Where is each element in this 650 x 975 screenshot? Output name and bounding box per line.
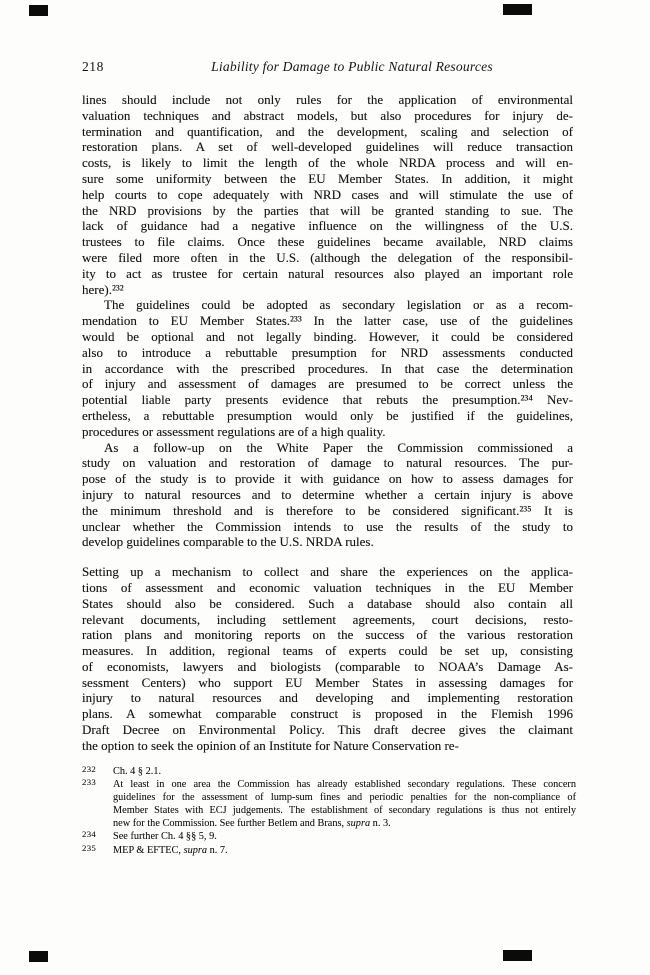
footnote-line: [113, 778, 576, 791]
footnote-line: [113, 817, 576, 830]
footnote-line: [113, 830, 576, 843]
text-line: termination and quantification, and the development, scaling and selection of: [82, 123, 573, 139]
text-line: sure some uniformity between the EU Member States. In addition, it might: [82, 170, 573, 186]
text-line: would be optional and not legally binding. However, it could be considered: [82, 328, 573, 344]
text-line: relevant documents, including settlement agreements, court decisions, resto-: [82, 611, 573, 627]
text-line: tions of assessment and economic valuation techniques in the EU Member: [82, 579, 573, 595]
footnote-line: [113, 765, 576, 778]
text-line: ity to act as trustee for certain natural resources also played an important role: [82, 265, 573, 281]
text-line: the minimum threshold and is therefore to be considered significant.²³⁵ It is: [82, 502, 573, 518]
text-line: also to introduce a rebuttable presumption for NRD assessments conducted: [82, 344, 573, 360]
body-text: [82, 92, 573, 754]
footnotes-section: [82, 765, 576, 857]
text-line: Draft Decree on Environmental Policy. This draft decree gives the claimant: [82, 722, 573, 738]
footnote-text: new for the Commission. See further Betlem and Brans,: [113, 818, 347, 830]
footnote-text: Ch. 4 § 2.1.: [113, 766, 162, 777]
footnote: [82, 765, 576, 778]
footnote: [82, 844, 576, 857]
text-line: measures. In addition, regional teams of experts could be set up, consisting: [82, 643, 573, 659]
text-line: help courts to cope adequately with NRD cases and will stimulate the use of: [82, 186, 573, 202]
text-line: were filed more often in the U.S. (although the delegation of the responsibil-: [82, 249, 573, 265]
paragraph: [82, 440, 573, 551]
text-line: As a follow-up on the White Paper the Commission commissioned a: [104, 439, 573, 455]
footnote: [82, 778, 576, 830]
text-line: of economists, lawyers and biologists (comparable to NOAA’s Damage As-: [82, 658, 573, 674]
text-line: valuation techniques and abstract models, but also procedures for injury de-: [82, 107, 573, 123]
text-line: trustees to file claims. Once these guidelines became available, NRD claims: [82, 234, 573, 250]
text-line: ertheless, a rebuttable presumption would only be justified if the guidelines,: [82, 407, 573, 423]
text-line: costs, is likely to limit the length of the whole NRDA process and will en-: [82, 155, 573, 171]
text-line: ration plans and monitoring reports on the success of the various restoration: [82, 627, 573, 643]
text-line: the option to seek the opinion of an Institute for Nature Conservation re-: [82, 737, 459, 753]
footnote-text: Member States with ECJ judgements. The establishment of secondary regulations is thus not entirely: [113, 805, 576, 817]
paragraph: [82, 564, 573, 754]
page-number: 218: [82, 59, 104, 74]
footnote-text: n. 3.: [370, 818, 391, 830]
footnote-line: [113, 844, 576, 857]
footnote-italic-term: supra: [183, 844, 208, 856]
footnote-text: n. 7.: [207, 844, 228, 856]
footnote-text: MEP & EFTEC,: [113, 844, 184, 856]
scan-mark-top-left: [29, 5, 48, 16]
scan-mark-top-right: [503, 4, 532, 15]
text-line: lines should include not only rules for the application of environmental: [82, 92, 573, 107]
footnote-text: guidelines for the assessment of lump-sum fines and periodic penalties for the non-compliance of: [113, 792, 576, 804]
text-line: the NRD provisions by the parties that will be granted standing to sue. The: [82, 202, 573, 218]
scan-mark-bottom-right: [503, 950, 532, 961]
text-line: pose of the study is to provide it with guidance on how to assess damages for: [82, 471, 573, 487]
text-line: States should also be considered. Such a database should also contain all: [82, 595, 573, 611]
text-line: The guidelines could be adopted as secondary legislation or as a recom-: [104, 297, 573, 313]
text-line: in accordance with the prescribed procedures. In that case the determination: [82, 360, 573, 376]
footnote-number: 234: [82, 829, 97, 840]
text-line: potential liable party presents evidence that rebuts the presumption.²³⁴ Nev-: [82, 392, 573, 408]
footnote-text: See further Ch. 4 §§ 5, 9.: [113, 831, 217, 843]
footnote-text: At least in one area the Commission has already established secondary regulations. These concern: [113, 779, 576, 791]
footnote: [82, 830, 576, 843]
footnote-italic-term: supra: [346, 818, 371, 830]
text-line: mendation to EU Member States.²³³ In the latter case, use of the guidelines: [82, 313, 573, 329]
text-line: lack of guidance had a negative influence on the willingness of the U.S.: [82, 218, 573, 234]
paragraph: [82, 92, 573, 297]
text-line: of injury and assessment of damages are presumed to be correct unless the: [82, 376, 573, 392]
footnote-line: [113, 804, 576, 817]
text-line: here).²³²: [82, 281, 124, 297]
text-line: develop guidelines comparable to the U.S. NRDA rules.: [82, 534, 374, 550]
text-line: restoration plans. A set of well-developed guidelines will reduce transaction: [82, 139, 573, 155]
scan-mark-bottom-left: [29, 951, 48, 962]
running-title: Liability for Damage to Public Natural Resources: [211, 59, 493, 74]
text-line: injury to natural resources and to determine whether a certain injury is above: [82, 486, 573, 502]
text-line: injury to natural resources and developing and implementing restoration: [82, 690, 573, 706]
page-header: [82, 58, 573, 76]
footnote-number: 235: [82, 842, 97, 853]
footnote-line: [113, 791, 576, 804]
text-line: plans. A somewhat comparable construct is proposed in the Flemish 1996: [82, 706, 573, 722]
text-line: Setting up a mechanism to collect and share the experiences on the applica-: [82, 564, 573, 580]
text-line: procedures or assessment regulations are of a high quality.: [82, 423, 386, 439]
text-line: unclear whether the Commission intends to use the results of the study to: [82, 518, 573, 534]
footnote-number: 233: [82, 777, 97, 788]
paragraph: [82, 297, 573, 439]
footnote-number: 232: [82, 764, 97, 774]
text-line: sessment Centers) who support EU Member States in assessing damages for: [82, 674, 573, 690]
text-line: study on valuation and restoration of damage to natural resources. The pur-: [82, 455, 573, 471]
